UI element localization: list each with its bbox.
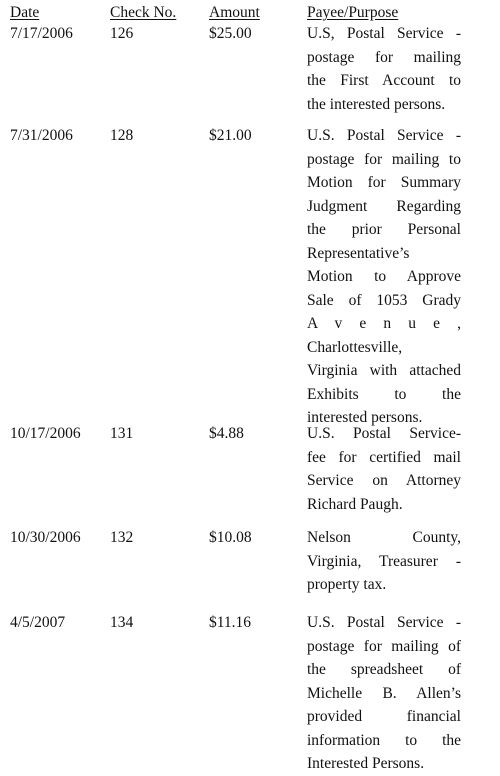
payee-line: postage for mailing to [307, 150, 461, 168]
date-column-header: Date [10, 4, 40, 21]
payee-line: Nelson County, [307, 529, 461, 546]
payee-line: Motion for Summary [307, 174, 461, 191]
payee-line: Virginia, Treasurer - [307, 552, 461, 570]
entry-date: 7/31/2006 [10, 127, 73, 144]
check-no-column-header: Check No. [110, 4, 177, 21]
entry-check-no: 128 [110, 127, 134, 144]
payee-line: the spreadsheet of [307, 661, 461, 678]
entry-check-no: 132 [110, 529, 134, 546]
entry-amount: $10.08 [209, 529, 252, 546]
entry-check-no: 131 [110, 425, 134, 442]
payee-line: the prior Personal [307, 221, 461, 238]
payee-line: A v e n u e , [307, 315, 461, 332]
entry-date: 10/17/2006 [10, 425, 81, 442]
payee-line: Motion to Approve [307, 268, 461, 285]
entry-check-no: 126 [110, 25, 134, 42]
payee-line: interested persons. [307, 409, 423, 426]
payee-line: postage for mailing of [307, 637, 461, 655]
entry-payee-purpose [307, 22, 461, 116]
payee-line: postage for mailing [307, 48, 461, 66]
entry-amount: $21.00 [209, 127, 252, 144]
payee-line: Richard Paugh. [307, 495, 403, 513]
payee-line: Michelle B. Allen’s [307, 684, 461, 702]
amount-column-header: Amount [209, 4, 260, 21]
payee-line: Virginia with attached [307, 362, 461, 379]
entry-payee-purpose [307, 526, 461, 597]
entry-date: 4/5/2007 [10, 614, 66, 631]
payee-line: Exhibits to the [307, 385, 461, 403]
payee-line: Interested Persons. [307, 755, 425, 772]
payee-line: information to the [307, 731, 461, 749]
payee-line: U.S, Postal Service - [307, 25, 461, 42]
entry-date: 10/30/2006 [10, 529, 81, 546]
payee-line: U.S. Postal Service- [307, 425, 461, 442]
entry-date: 7/17/2006 [10, 25, 73, 42]
entry-check-no: 134 [110, 614, 134, 631]
payee-line: U.S. Postal Service - [307, 127, 461, 144]
entry-amount: $11.16 [209, 614, 252, 631]
payee-line: Charlottesville, [307, 338, 403, 356]
payee-line: Service on Attorney [307, 472, 461, 489]
payee-line: provided financial [307, 708, 461, 725]
entry-payee-purpose [307, 124, 461, 430]
payee-purpose-column-header: Payee/Purpose [307, 4, 399, 21]
payee-line: the interested persons. [307, 95, 446, 113]
payee-line: Representative’s [307, 244, 410, 262]
entry-payee-purpose [307, 611, 461, 776]
payee-line: fee for certified mail [307, 448, 461, 466]
payee-line: U.S. Postal Service - [307, 614, 461, 631]
entry-payee-purpose [307, 422, 461, 516]
payee-line: Judgment Regarding [307, 197, 461, 215]
entry-amount: $4.88 [209, 425, 244, 442]
payee-line: property tax. [307, 576, 387, 593]
entry-amount: $25.00 [209, 25, 252, 42]
payee-line: Sale of 1053 Grady [307, 291, 461, 309]
payee-line: the First Account to [307, 72, 461, 89]
